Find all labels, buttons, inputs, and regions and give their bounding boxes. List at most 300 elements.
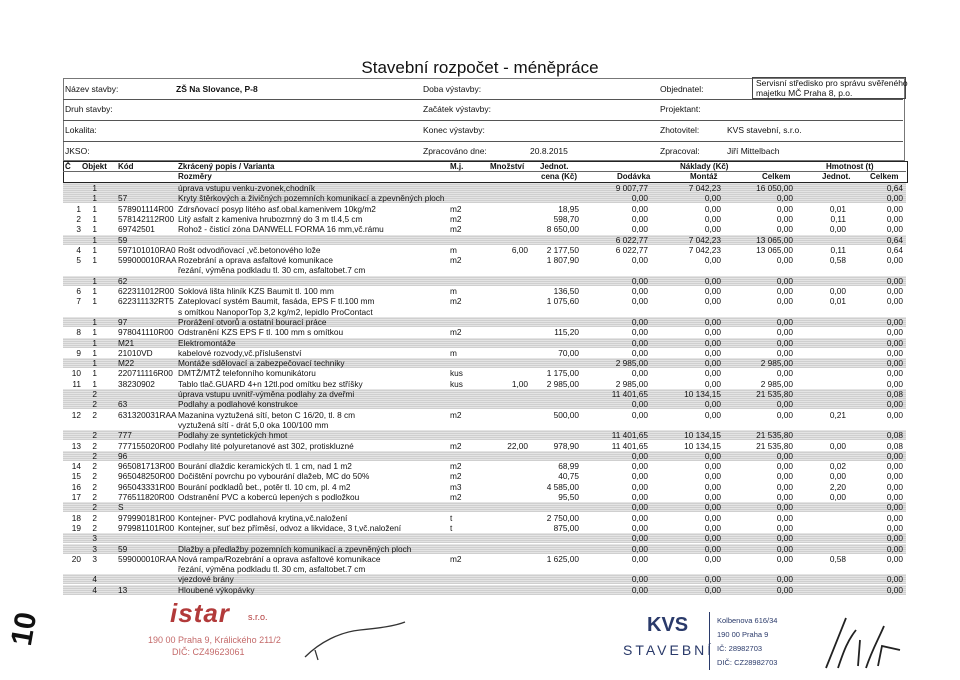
cell-o: 1: [92, 213, 97, 224]
cell-hj: 0,01: [829, 296, 846, 307]
cell-k: 59: [118, 234, 128, 245]
cell-jc: 978,90: [553, 440, 579, 451]
cell-hc: 0,00: [886, 409, 903, 420]
cell-o: 2: [92, 409, 97, 420]
cell-jc: 40,75: [558, 471, 579, 482]
zpracovano-label: Zpracováno dne:: [423, 146, 487, 156]
cell-p: Kontejner- PVC podlahová krytina,vč.naložení: [178, 512, 348, 523]
cell-o: 1: [92, 203, 97, 214]
cell-p: Rozebrání a oprava asfaltové komunikace: [178, 255, 333, 266]
cell-hc: 0,00: [886, 584, 903, 595]
cell-k: 622311012R00: [118, 286, 175, 296]
cell-k: 777155020R00: [118, 440, 175, 451]
cell-hj: 0,00: [829, 471, 846, 482]
cell-hj: 0,58: [829, 255, 846, 266]
cell-o: 1: [92, 286, 97, 296]
cell-ce: 13 065,00: [756, 244, 793, 255]
cell-o: 2: [92, 440, 97, 451]
cell-d: 0,00: [631, 213, 648, 224]
cell-m: 7 042,23: [688, 244, 721, 255]
cell-hc: 0,00: [886, 316, 903, 327]
table-row: [63, 410, 906, 420]
table-row: [63, 245, 906, 255]
cell-hj: 2,20: [829, 481, 846, 492]
table-row: [63, 327, 906, 337]
konec-label: Konec výstavby:: [423, 125, 485, 135]
cell-d: 0,00: [631, 203, 648, 214]
cell-p: Litý asfalt z kameniva hrubozrnný do 3 m tl.4,5 cm: [178, 213, 363, 224]
cell-jc: 2 750,00: [546, 512, 579, 523]
cell-o: 2: [92, 512, 97, 523]
cell-d: 0,00: [631, 409, 648, 420]
cell-c: 14: [71, 461, 81, 472]
kvs-stamp: [617, 612, 778, 672]
cell-hc: 0,00: [886, 347, 903, 358]
table-row: [63, 482, 906, 492]
cell-m: 10 134,15: [684, 430, 721, 441]
cell-m: 0,00: [704, 358, 721, 369]
cell-m: 0,00: [704, 337, 721, 348]
cell-hj: 0,02: [829, 461, 846, 472]
cell-jc: 1 175,00: [546, 368, 579, 379]
cell-k: 62: [118, 275, 128, 286]
cell-d: 0,00: [631, 533, 648, 544]
cell-mj: m2: [450, 553, 462, 564]
projektant-label: Projektant:: [660, 104, 701, 114]
cell-mj: m: [450, 286, 457, 296]
cell-p: Zdrsňovací posyp litého asf.obal.kamenivem 10kg/m2: [178, 203, 376, 214]
cell-hc: 0,00: [886, 224, 903, 235]
cell-o: 1: [92, 378, 97, 389]
cell-ce: 0,00: [776, 224, 793, 235]
cell-m: 0,00: [704, 347, 721, 358]
cell-k: 599000010RAA: [118, 553, 177, 564]
cell-c: 12: [71, 409, 81, 420]
cell-k: 599000010RAA: [118, 255, 177, 266]
cell-mj: m2: [450, 440, 462, 451]
cell-o: 3: [92, 543, 97, 554]
cell-mj: kus: [450, 378, 463, 389]
cell-d: 0,00: [631, 492, 648, 502]
cell-m: 0,00: [704, 584, 721, 595]
cell-mj: m2: [450, 213, 462, 224]
cell-d: 0,00: [631, 471, 648, 482]
cell-o: 1: [92, 224, 97, 235]
cell-hc: 0,00: [886, 286, 903, 296]
table-row: [63, 286, 906, 296]
cell-p: Dočištění povrchu po vybourání dlažeb, MC do 50%: [178, 471, 370, 482]
table-row: [63, 214, 906, 224]
cell-ce: 0,00: [776, 502, 793, 513]
cell-d: 0,00: [631, 347, 648, 358]
cell-hj: 0,01: [829, 203, 846, 214]
cell-m: 0,00: [704, 213, 721, 224]
cell-k: 622311132RT5: [118, 296, 174, 307]
cell-o: 4: [92, 574, 97, 585]
cell-d: 0,00: [631, 399, 648, 410]
cell-hc: 0,64: [886, 183, 903, 193]
cell-d: 2 985,00: [615, 358, 648, 369]
zhotovitel-label: Zhotovitel:: [660, 125, 700, 135]
col-mj: M.j.: [450, 162, 464, 171]
cell-p: Odstranění KZS EPS F tl. 100 mm s omítkou: [178, 327, 344, 338]
cell-o: 1: [92, 327, 97, 338]
table-row: [63, 296, 906, 306]
cell-mj: m2: [450, 461, 462, 472]
cell-p: Podlahy lité polyuretanové ast 302, protiskluzné: [178, 440, 354, 451]
cell-hc: 0,64: [886, 234, 903, 245]
cell-hj: 0,00: [829, 286, 846, 296]
cell-o: 2: [92, 481, 97, 492]
kvs-line3: IČ: 28982703: [717, 644, 763, 653]
cell-hc: 0,00: [886, 502, 903, 513]
cell-o: 2: [92, 399, 97, 410]
jkso-label: JKSO:: [65, 146, 90, 156]
col-naklady: Náklady (Kč): [680, 162, 729, 171]
cell-m: 0,00: [704, 316, 721, 327]
cell-ce: 0,00: [776, 553, 793, 564]
cell-jc: 18,95: [558, 203, 579, 214]
cell-mj: t: [450, 522, 453, 533]
table-row: [63, 307, 906, 317]
cell-jc: 2 177,50: [546, 244, 579, 255]
cell-hc: 0,08: [886, 389, 903, 399]
cell-p: Rošt odvodňovací ,vč.betonového lože: [178, 244, 321, 255]
cell-k: 97: [118, 316, 128, 327]
cell-o: 1: [92, 275, 97, 286]
cell-o: 1: [92, 193, 97, 204]
cell-c: 3: [76, 224, 81, 235]
cell-hj: 0,11: [830, 213, 846, 224]
cell-k: 597101010RA0: [118, 244, 176, 255]
cell-d: 0,00: [631, 296, 648, 307]
cell-hc: 0,00: [886, 522, 903, 533]
cell-k: 979981101R00: [118, 522, 175, 533]
cell-c: 19: [71, 522, 81, 533]
section-row: [63, 430, 906, 440]
cell-mj: kus: [450, 368, 463, 379]
cell-o: 2: [92, 461, 97, 472]
cell-ce: 0,00: [776, 337, 793, 348]
druh-label: Druh stavby:: [65, 104, 113, 114]
cell-p: DMTŽ/MTŽ telefonního komunikátoru: [178, 368, 316, 379]
cell-hc: 0,00: [886, 255, 903, 266]
cell-c: 11: [72, 378, 81, 389]
zhotovitel-value: KVS stavební, s.r.o.: [727, 125, 802, 135]
cell-hj: 0,11: [830, 244, 846, 255]
cell-ce: 2 985,00: [760, 358, 793, 369]
cell-ce: 0,00: [776, 450, 793, 461]
cell-m: 0,00: [704, 574, 721, 585]
zpracovano-value: 20.8.2015: [530, 146, 568, 156]
col-h-celkem: Celkem: [870, 172, 899, 181]
cell-hj: 0,58: [829, 553, 846, 564]
cell-mj: m3: [450, 481, 462, 492]
table-row: [63, 513, 906, 523]
cell-k: 13: [118, 584, 128, 595]
cell-p: Prorážení otvorů a ostatní bourací práce: [178, 316, 327, 327]
cell-ce: 21 535,80: [756, 430, 793, 441]
cell-jc: 115,20: [554, 327, 579, 338]
cell-ce: 0,00: [776, 543, 793, 554]
cell-hc: 0,00: [886, 533, 903, 544]
cell-m: 0,00: [704, 481, 721, 492]
cell-hc: 0,00: [886, 213, 903, 224]
cell-jc: 70,00: [558, 347, 579, 358]
doba-label: Doba výstavby:: [423, 84, 482, 94]
cell-m: 0,00: [704, 553, 721, 564]
table-row: [63, 471, 906, 481]
cell-k: 96: [118, 450, 128, 461]
cell-k: 63: [118, 399, 128, 410]
table-row: [63, 204, 906, 214]
cell-p: Zateplovací systém Baumit, fasáda, EPS F tl.100 mm: [178, 296, 375, 307]
cell-jc: 1 075,60: [546, 296, 579, 307]
section-row: [63, 358, 906, 368]
cell-k: 979990181R00: [118, 512, 175, 523]
cell-p: Rohož - čisticí zóna DANWELL FORMA 16 mm,vč.rámu: [178, 224, 384, 235]
cell-ce: 2 985,00: [760, 378, 793, 389]
cell-k: 965043331R00: [118, 481, 175, 492]
section-row: [63, 585, 906, 595]
cell-p: řezání, výměna podkladu tl. 30 cm, asfaltobet.7 cm: [178, 564, 366, 575]
cell-hc: 0,00: [886, 512, 903, 523]
cell-c: 7: [76, 296, 81, 307]
section-row: [63, 502, 906, 512]
cell-d: 0,00: [631, 553, 648, 564]
cell-d: 0,00: [631, 327, 648, 338]
cell-mj: m2: [450, 471, 462, 482]
cell-ce: 0,00: [776, 492, 793, 502]
cell-d: 0,00: [631, 224, 648, 235]
signature-right-icon: [818, 610, 908, 672]
cell-jc: 1 807,90: [546, 255, 579, 266]
nazev-label: Název stavby:: [65, 84, 119, 94]
cell-c: 10: [71, 368, 81, 379]
cell-mj: m: [450, 347, 457, 358]
cell-o: 1: [92, 234, 97, 245]
cell-o: 2: [92, 502, 97, 513]
cell-jc: 1 625,00: [546, 553, 579, 564]
cell-d: 0,00: [631, 368, 648, 379]
cell-c: 9: [76, 347, 81, 358]
cell-o: 3: [92, 553, 97, 564]
cell-p: Mazanina vyztužená sítí, beton C 16/20, tl. 8 cm: [178, 409, 356, 420]
cell-k: 777: [118, 430, 132, 441]
cell-d: 6 022,77: [615, 234, 648, 245]
cell-o: 1: [92, 358, 97, 369]
cell-mj: t: [450, 512, 453, 523]
cell-mj: m: [450, 244, 457, 255]
section-row: [63, 183, 906, 193]
cell-ce: 21 535,80: [756, 440, 793, 451]
cell-o: 2: [92, 471, 97, 482]
cell-hc: 0,00: [886, 296, 903, 307]
cell-m: 0,00: [704, 275, 721, 286]
cell-k: M21: [118, 337, 135, 348]
cell-m: 0,00: [704, 461, 721, 472]
cell-jc: 875,00: [553, 522, 579, 533]
cell-m: 0,00: [704, 378, 721, 389]
kvs-stamp-divider: [709, 612, 710, 670]
cell-k: 578142112R00: [118, 213, 175, 224]
col-kod: Kód: [118, 162, 134, 171]
col-h-jednot: Jednot.: [822, 172, 851, 181]
cell-m: 10 134,15: [684, 389, 721, 399]
cell-o: 1: [92, 255, 97, 266]
cell-hj: 0,21: [829, 409, 846, 420]
cell-k: 59: [118, 543, 128, 554]
cell-d: 2 985,00: [615, 378, 648, 389]
cell-hc: 0,08: [886, 440, 903, 451]
table-row: [63, 523, 906, 533]
col-mnozstvi: Množství: [490, 162, 525, 171]
cell-p: Elektromontáže: [178, 337, 236, 348]
section-row: [63, 574, 906, 584]
cell-d: 0,00: [631, 584, 648, 595]
cell-d: 0,00: [631, 543, 648, 554]
cell-ce: 0,00: [776, 213, 793, 224]
cell-ce: 0,00: [776, 584, 793, 595]
cell-o: 3: [92, 533, 97, 544]
cell-m: 10 134,15: [684, 440, 721, 451]
cell-hc: 0,00: [886, 461, 903, 472]
cell-p: Montáže sdělovací a zabezpečovací techniky: [178, 358, 345, 369]
cell-k: 776511820R00: [118, 492, 175, 502]
kvs-line4: DIČ: CZ28982703: [717, 658, 778, 667]
cell-o: 1: [92, 368, 97, 379]
table-row: [63, 348, 906, 358]
cell-mj: m2: [450, 203, 462, 214]
cell-k: 38230902: [118, 378, 155, 389]
cell-m: 0,00: [704, 193, 721, 204]
cell-c: 16: [71, 481, 81, 492]
cell-k: 57: [118, 193, 128, 204]
cell-hc: 0,00: [886, 378, 903, 389]
cell-k: M22: [118, 358, 135, 369]
cell-m: 0,00: [704, 533, 721, 544]
cell-hc: 0,00: [886, 368, 903, 379]
cell-o: 1: [92, 244, 97, 255]
cell-d: 9 007,77: [615, 183, 648, 193]
cell-mj: m2: [450, 255, 462, 266]
cell-ce: 0,00: [776, 193, 793, 204]
objednatel-value-2: majetku MČ Praha 8, p.o.: [756, 88, 853, 98]
cell-m: 7 042,23: [688, 183, 721, 193]
page-title: Stavební rozpočet - méněpráce: [361, 58, 599, 77]
cell-k: 69742501: [118, 224, 155, 235]
cell-hc: 0,00: [886, 193, 903, 204]
cell-c: 6: [76, 286, 81, 296]
cell-o: 2: [92, 450, 97, 461]
cell-p: Odstranění PVC a kobercú lepených s podložkou: [178, 492, 360, 502]
cell-hc: 0,00: [886, 203, 903, 214]
objednatel-value-1: Servisní středisko pro správu svěřeného: [756, 78, 908, 88]
col-dodavka: Dodávka: [617, 172, 651, 181]
cell-d: 11 401,65: [611, 389, 648, 399]
cell-k: S: [118, 502, 124, 513]
cell-p: Soklová lišta hliník KZS Baumit tl. 100 mm: [178, 286, 334, 296]
zpracoval-value: Jiří Mittelbach: [727, 146, 780, 156]
cell-d: 6 022,77: [615, 244, 648, 255]
cell-p: Kontejner, suť bez příměsí, odvoz a likvidace, 3 t,vč.naložení: [178, 522, 402, 533]
cell-p: vyztužená sítí - drát 5,0 oka 100/100 mm: [178, 419, 329, 430]
istar-suffix: s.r.o.: [248, 612, 268, 622]
col-rozmery: Rozměry: [178, 172, 212, 181]
cell-k: 965048250R00: [118, 471, 175, 482]
cell-m: 0,00: [704, 409, 721, 420]
cell-m: 0,00: [704, 522, 721, 533]
cell-d: 0,00: [631, 461, 648, 472]
cell-m: 7 042,23: [688, 234, 721, 245]
col-celkem: Celkem: [762, 172, 791, 181]
cell-p: Dlažby a předlažby pozemních komunikací a zpevněných ploch: [178, 543, 412, 554]
table-row: [63, 368, 906, 378]
cell-mj: m2: [450, 409, 462, 420]
cell-o: 1: [92, 337, 97, 348]
cell-d: 0,00: [631, 502, 648, 513]
cell-ce: 0,00: [776, 522, 793, 533]
cell-ce: 0,00: [776, 275, 793, 286]
cell-p: vjezdové brány: [178, 574, 234, 585]
kvs-name: STAVEBNÍ: [623, 642, 715, 658]
cell-hc: 0,00: [886, 543, 903, 554]
cell-c: 18: [71, 512, 81, 523]
cell-ce: 0,00: [776, 327, 793, 338]
cell-mj: m2: [450, 492, 462, 502]
cell-d: 0,00: [631, 512, 648, 523]
header-divider: [63, 120, 903, 121]
cell-m: 0,00: [704, 327, 721, 338]
cell-mj: m2: [450, 224, 462, 235]
cell-d: 0,00: [631, 275, 648, 286]
cell-d: 0,00: [631, 286, 648, 296]
lokalita-label: Lokalita:: [65, 125, 97, 135]
cell-k: 978041110R00: [118, 327, 174, 338]
section-row: [63, 544, 906, 554]
cell-m: 0,00: [704, 450, 721, 461]
table-row: [63, 564, 906, 574]
cell-o: 1: [92, 296, 97, 307]
cell-p: řezání, výměna podkladu tl. 30 cm, asfaltobet.7 cm: [178, 265, 366, 276]
cell-k: 220711116R00: [118, 368, 173, 379]
kvs-line2: 190 00 Praha 9: [717, 630, 769, 639]
cell-ce: 0,00: [776, 368, 793, 379]
cell-o: 2: [92, 492, 97, 502]
cell-o: 2: [92, 522, 97, 533]
table-row: [63, 420, 906, 430]
cell-c: 8: [76, 327, 81, 338]
table-row: [63, 441, 906, 451]
section-row: [63, 193, 906, 203]
header-divider: [63, 141, 903, 142]
cell-ce: 0,00: [776, 512, 793, 523]
cell-o: 1: [92, 183, 97, 193]
col-jednot: Jednot.: [540, 162, 569, 171]
cell-m: 0,00: [704, 492, 721, 502]
zacatek-label: Začátek výstavby:: [423, 104, 492, 114]
cell-o: 1: [92, 316, 97, 327]
cell-d: 0,00: [631, 450, 648, 461]
col-cena: cena (Kč): [541, 172, 578, 181]
cell-jc: 4 585,00: [546, 481, 579, 492]
col-c: Č: [65, 162, 71, 171]
cell-p: úprava vstupu uvnitř-výměna podlahy za dveřmi: [178, 389, 355, 399]
cell-o: 1: [92, 347, 97, 358]
istar-address: 190 00 Praha 9, Králického 211/2: [148, 635, 281, 645]
cell-hj: 0,00: [829, 224, 846, 235]
cell-m: 0,00: [704, 286, 721, 296]
